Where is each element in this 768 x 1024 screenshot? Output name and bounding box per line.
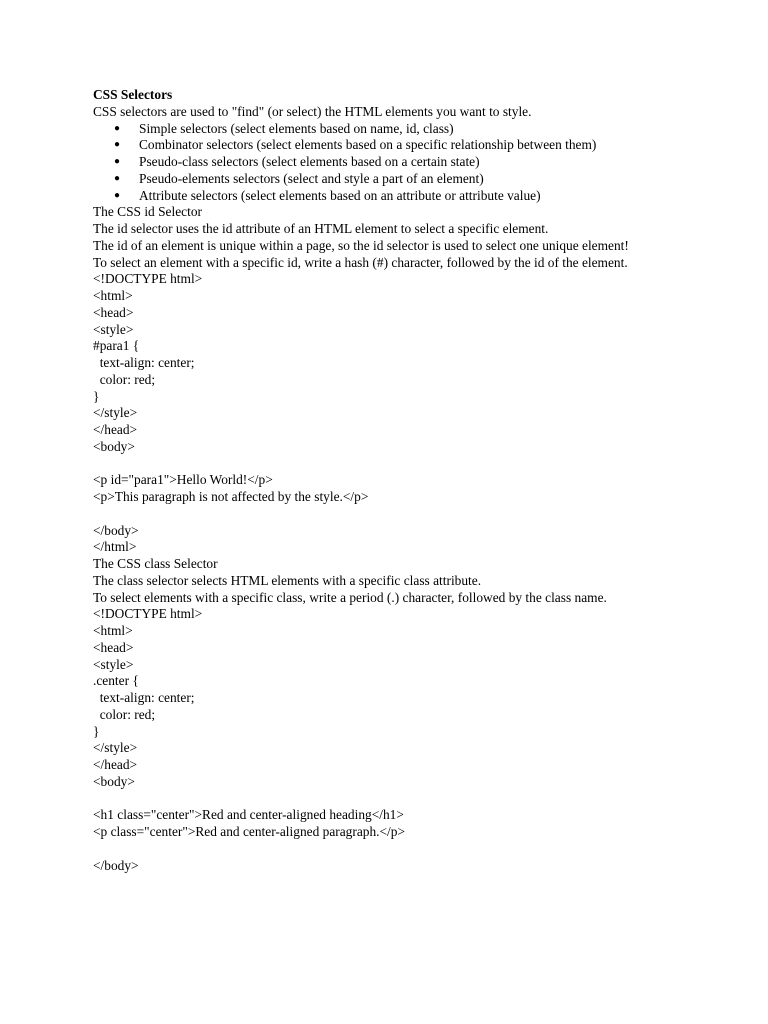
code-line: <head> — [93, 639, 134, 655]
code-line: #para1 { — [93, 338, 140, 354]
code-line: </body> — [93, 857, 139, 873]
bullet-icon: ● — [114, 139, 121, 151]
code-line: text-align: center; — [93, 690, 195, 705]
class-code-block-end — [93, 858, 683, 875]
code-line: <head> — [93, 304, 134, 320]
code-line: </head> — [93, 422, 138, 437]
list-item: ● Combinator selectors (select elements based on a specific relationship between them) — [114, 137, 597, 153]
list-item: ● Simple selectors (select elements based on name, id, class) — [114, 120, 454, 136]
code-line: text-align: center; — [93, 355, 195, 370]
code-line: <html> — [93, 288, 133, 303]
code-line: <body> — [93, 438, 135, 454]
code-line: <style> — [93, 321, 134, 337]
id-code-block-end — [93, 523, 683, 557]
code-line: } — [93, 723, 100, 739]
code-line: <style> — [93, 656, 134, 672]
document-title: CSS Selectors — [93, 87, 173, 102]
code-line: </html> — [93, 539, 137, 555]
id-code-block-body — [93, 472, 683, 506]
class-selector-paragraph-1: The class selector selects HTML elements with a specific class attribute. — [93, 572, 482, 588]
id-selector-paragraph-2: The id of an element is unique within a page, so the id selector is used to select one unique element! — [93, 237, 629, 253]
id-selector-heading: The CSS id Selector — [93, 204, 202, 220]
code-line: color: red; — [93, 371, 156, 387]
blank-line — [93, 456, 683, 473]
code-line: <!DOCTYPE html> — [93, 606, 203, 622]
code-line: <!DOCTYPE html> — [93, 271, 203, 287]
id-selector-paragraph-3: To select an element with a specific id, write a hash (#) character, followed by the id of the element. — [93, 254, 628, 270]
code-line: <h1 class="center">Red and center-aligned heading</h1> — [93, 807, 404, 823]
selector-types-list — [93, 121, 683, 205]
bullet-icon: ● — [114, 156, 121, 167]
code-line: </head> — [93, 757, 138, 772]
class-selector-paragraph-2: To select elements with a specific class, write a period (.) character, followed by the class name. — [93, 589, 607, 605]
code-line: </body> — [93, 522, 139, 538]
code-line: <p>This paragraph is not affected by the style.</p> — [93, 489, 369, 504]
id-selector-paragraph-1: The id selector uses the id attribute of an HTML element to select a specific element. — [93, 221, 549, 236]
code-line: </style> — [93, 405, 138, 421]
list-item: ● Pseudo-class selectors (select elements based on a certain state) — [114, 154, 480, 169]
bullet-icon: ● — [114, 172, 121, 184]
code-line: .center { — [93, 673, 139, 689]
blank-line — [93, 506, 683, 523]
list-item: ● Pseudo-elements selectors (select and style a part of an element) — [114, 170, 484, 186]
code-line: <html> — [93, 623, 133, 638]
id-code-block-head — [93, 271, 683, 455]
bullet-icon: ● — [114, 122, 121, 134]
code-line: <p class="center">Red and center-aligned paragraph.</p> — [93, 824, 406, 839]
class-code-block-body — [93, 807, 683, 841]
document-page — [93, 87, 683, 874]
class-code-block-head — [93, 606, 683, 790]
code-line: <p id="para1">Hello World!</p> — [93, 472, 273, 488]
code-line: </style> — [93, 740, 138, 756]
code-line: <body> — [93, 773, 135, 789]
code-line: } — [93, 388, 100, 404]
blank-line — [93, 791, 683, 808]
list-item: ● Attribute selectors (select elements based on an attribute or attribute value) — [114, 187, 541, 203]
bullet-icon: ● — [114, 189, 121, 201]
blank-line — [93, 841, 683, 858]
class-selector-heading: The CSS class Selector — [93, 556, 218, 571]
intro-paragraph: CSS selectors are used to "find" (or select) the HTML elements you want to style. — [93, 103, 532, 119]
code-line: color: red; — [93, 706, 156, 722]
